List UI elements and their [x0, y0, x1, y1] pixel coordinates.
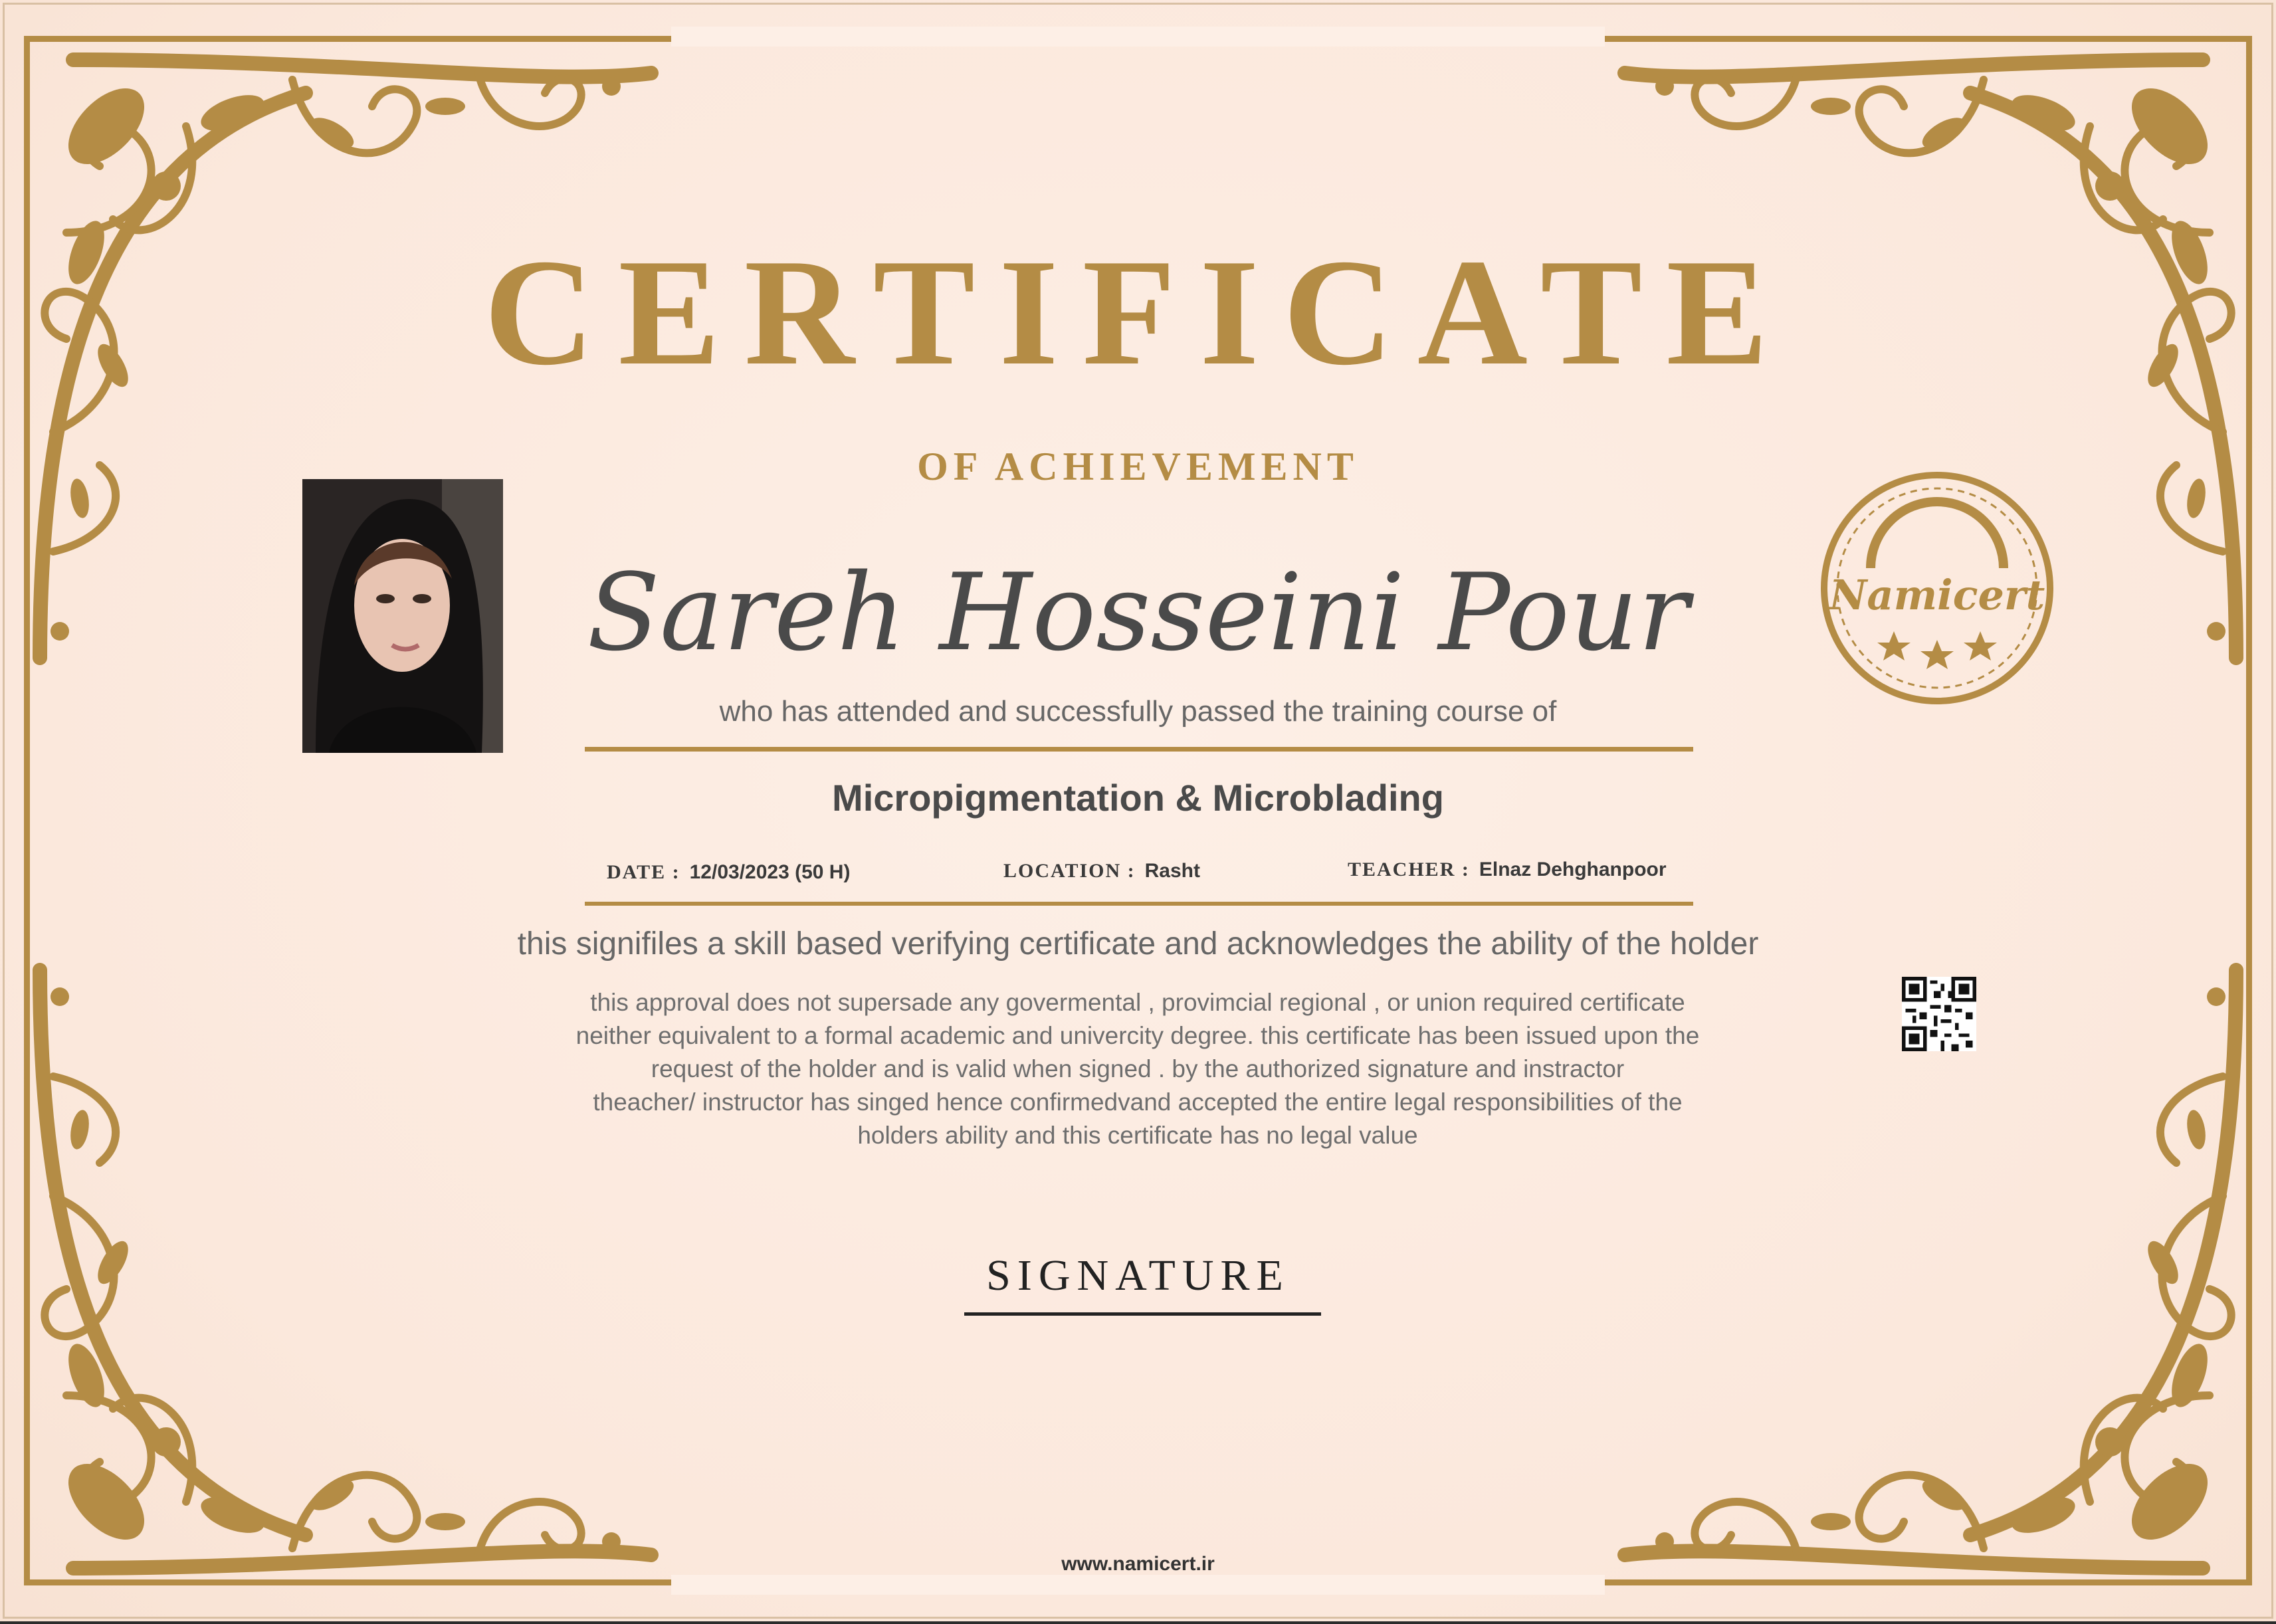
- disclaimer-line: neither equivalent to a formal academic and univercity degree. this certificate has been issued upon the: [575, 1022, 1700, 1049]
- seal-stamp-icon: [1817, 468, 2057, 708]
- recipient-name: Sareh Hosseini Pour: [587, 550, 1689, 674]
- signature-label: SIGNATURE: [986, 1251, 1290, 1300]
- disclaimer-line: request of the holder and is valid when signed . by the authorized signature and instractor: [651, 1055, 1625, 1082]
- date-label: DATE :: [607, 861, 680, 883]
- location-label: LOCATION :: [1003, 860, 1136, 882]
- seal-text: Namicert: [1829, 571, 2045, 619]
- location-value: Rasht: [1144, 860, 1200, 882]
- disclaimer-line: theacher/ instructor has singed hence confirmedvand accepted the entire legal responsibilities of the: [593, 1088, 1683, 1116]
- disclaimer-text: [473, 986, 1802, 1152]
- website-link[interactable]: www.namicert.ir: [1061, 1553, 1215, 1575]
- frame-gap-top: [671, 27, 1605, 47]
- divider-top: [585, 747, 1693, 752]
- qr-code-icon[interactable]: [1902, 977, 1976, 1051]
- attended-text: who has attended and successfully passed the training course of: [719, 695, 1557, 728]
- date-value: 12/03/2023 (50 H): [689, 861, 851, 883]
- location-field: [1003, 860, 1200, 882]
- signature-line: [964, 1312, 1321, 1316]
- certificate-subtitle: OF ACHIEVEMENT: [917, 445, 1359, 488]
- date-field: [607, 861, 850, 884]
- disclaimer-line: this approval does not supersade any govermental , provimcial regional , or union required certificate: [590, 989, 1685, 1016]
- disclaimer-line: holders ability and this certificate has no legal value: [857, 1122, 1418, 1149]
- frame-gap-bottom: [671, 1575, 1605, 1595]
- divider-bottom: [585, 902, 1693, 906]
- teacher-value: Elnaz Dehghanpoor: [1479, 859, 1667, 880]
- teacher-label: TEACHER :: [1348, 859, 1470, 880]
- certificate-title: CERTIFICATE: [484, 227, 1792, 397]
- course-name: Micropigmentation & Microblading: [832, 777, 1444, 819]
- teacher-field: [1348, 859, 1667, 881]
- signifies-text: this signifiles a skill based verifying certificate and acknowledges the ability of the holder: [517, 926, 1759, 962]
